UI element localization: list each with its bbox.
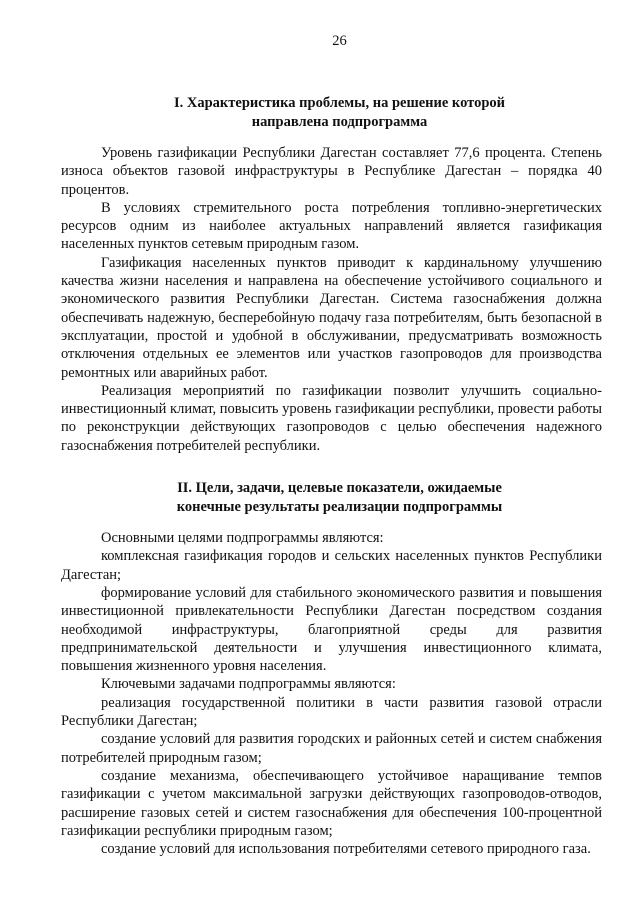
paragraph: Газификация населенных пунктов приводит к кардинальному улучшению качества жизни населения и направлена на обеспечение устойчивого социального и экономического развития Республики Дагестан. Система газоснабжения должна обеспечивать надежную, бесперебойную подачу газа потребителям, быть безопасной в эксплуатации, простой и удобной в обслуживании, предусматривать возможность отключения отдельных ее элементов или участков газопроводов для производства ремонтных или аварийных работ.	[61, 254, 602, 381]
paragraph: создание условий для развития городских и районных сетей и систем снабжения потребителей природным газом;	[61, 731, 602, 766]
paragraph: В условиях стремительного роста потребления топливно-энергетических ресурсов одним из наиболее актуальных направлений является газификация населенных пунктов сетевым природным газом.	[61, 199, 602, 253]
paragraph: Основными целями подпрограммы являются:	[101, 530, 384, 547]
section-2-heading-line-1: II. Цели, задачи, целевые показатели, ожидаемые	[177, 480, 502, 497]
paragraph: создание механизма, обеспечивающего устойчивое наращивание темпов газификации с учетом максимальной загрузки действующих газопроводов-отводов, расширение газовых сетей и систем газоснабжения для обеспечения 100-процентной газификации республики природным газом;	[61, 767, 602, 839]
paragraph: формирование условий для стабильного экономического развития и повышения инвестиционной привлекательности Республики Дагестан посредством создания необходимой инфраструктуры, благоприятной среды для развития предпринимательской деятельности и улучшения инвестиционного климата, повышения жизненного уровня населения.	[61, 584, 602, 675]
paragraph: Реализация мероприятий по газификации позволит улучшить социально-инвестиционный климат, повысить уровень газификации республики, провести работы по реконструкции действующих газопроводов с целью обеспечения надежного газоснабжения потребителей республики.	[61, 382, 602, 454]
section-1-heading	[61, 94, 602, 132]
section-2-heading	[61, 479, 602, 517]
paragraph: реализация государственной политики в части развития газовой отрасли Республики Дагестан;	[61, 694, 602, 730]
paragraph: комплексная газификация городов и сельских населенных пунктов Республики Дагестан;	[61, 548, 602, 583]
section-1-body	[61, 144, 602, 455]
section-2-body	[61, 529, 602, 858]
section-2-heading-line-2: конечные результаты реализации подпрограммы	[176, 499, 503, 516]
paragraph: Ключевыми задачами подпрограммы являются:	[101, 676, 396, 693]
paragraph: Уровень газификации Республики Дагестан составляет 77,6 процента. Степень износа объектов газовой инфраструктуры в Республике Дагестан – порядка 40 процентов.	[61, 145, 602, 198]
section-1-heading-line-2: направлена подпрограмма	[251, 114, 428, 130]
paragraph: создание условий для использования потребителями сетевого природного газа.	[101, 841, 591, 858]
page-number: 26	[332, 33, 347, 49]
section-1-heading-line-1: I. Характеристика проблемы, на решение которой	[173, 95, 505, 111]
